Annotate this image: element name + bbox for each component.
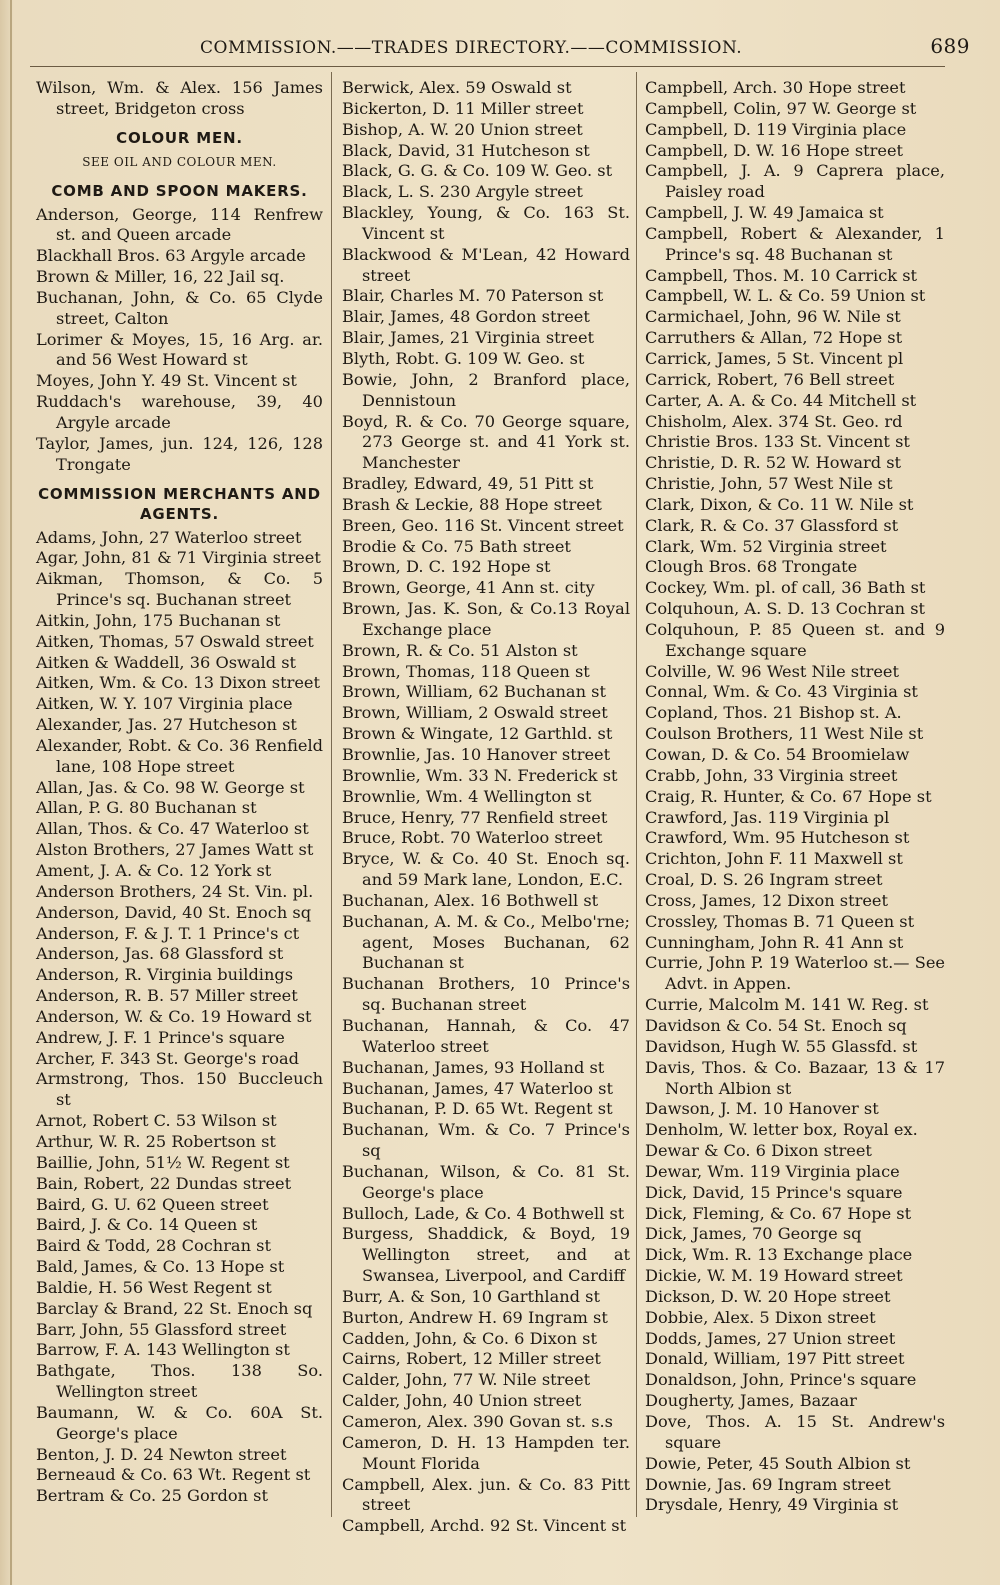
directory-entry: Archer, F. 343 St. George's road [36,1048,300,1068]
directory-entry: Carter, A. A. & Co. 44 Mitchell st [645,390,917,410]
directory-entry: Buchanan, Alex. 16 Bothwell st [342,890,599,910]
directory-entry: Dickson, D. W. 20 Hope street [645,1286,891,1306]
directory-entry: Burgess, Shaddick, & Boyd, 19 Wellington street, and at Swansea, Liverpool, and Cardiff [342,1224,630,1286]
directory-entry: Donald, William, 197 Pitt street [645,1349,905,1369]
column-2 [342,78,630,1537]
directory-entry: Cunningham, John R. 41 Ann st [645,932,904,952]
directory-entry: Baldie, H. 56 West Regent st [36,1277,272,1297]
directory-entry: Anderson, W. & Co. 19 Howard st [36,1006,312,1026]
directory-entry: Cowan, D. & Co. 54 Broomielaw [645,745,910,764]
directory-entry: Brown, Jas. K. Son, & Co.13 Royal Exchange place [342,599,630,639]
directory-entry: Anderson, R. Virginia buildings [36,965,294,985]
directory-entry: Dewar, Wm. 119 Virginia place [645,1161,900,1181]
directory-entry: Dobbie, Alex. 5 Dixon street [645,1307,876,1327]
directory-entry: Black, G. G. & Co. 109 W. Geo. st [342,161,613,181]
directory-entry: Anderson Brothers, 24 St. Vin. pl. [36,881,314,901]
directory-entry: Campbell, J. W. 49 Jamaica st [645,203,884,223]
directory-entry: Bryce, W. & Co. 40 St. Enoch sq. and 59 Mark lane, London, E.C. [342,849,630,890]
directory-entry: Campbell, D. 119 Virginia place [645,119,907,139]
section-heading: COMMISSION MERCHANTS AND AGENTS. [38,484,321,523]
directory-entry: Bickerton, D. 11 Miller street [342,98,584,118]
directory-entry: Black, L. S. 230 Argyle street [342,182,583,202]
directory-entry: Bishop, A. W. 20 Union street [342,119,583,139]
directory-entry: Aitken, Thomas, 57 Oswald street [36,631,314,651]
directory-entry: Buchanan, A. M. & Co., Melbo'rne; agent, Moses Buchanan, 62 Buchanan st [342,911,630,973]
directory-entry: Agar, John, 81 & 71 Virginia street [36,548,321,568]
directory-entry: Crichton, John F. 11 Maxwell st [645,849,903,869]
section-heading: COLOUR MEN. [116,128,243,147]
directory-entry: Black, David, 31 Hutcheson st [342,140,590,160]
directory-entry: Aitken, W. Y. 107 Virginia place [36,694,293,714]
directory-entry: Dougherty, James, Bazaar [645,1391,857,1411]
directory-entry: Buchanan, James, 47 Waterloo st [342,1078,613,1098]
directory-entry: Bruce, Robt. 70 Waterloo street [342,828,603,848]
directory-entry: Brodie & Co. 75 Bath street [342,536,571,556]
directory-entry: Brown & Miller, 16, 22 Jail sq. [36,267,285,287]
directory-entry: Clough Bros. 68 Trongate [645,557,858,577]
directory-entry: Clark, Dixon, & Co. 11 W. Nile st [645,494,914,514]
directory-entry: Denholm, W. letter box, Royal ex. [645,1120,918,1140]
directory-entry: Brownlie, Wm. 33 N. Frederick st [342,765,618,785]
directory-entry: Carrick, James, 5 St. Vincent pl [645,348,904,368]
directory-entry: Anderson, R. B. 57 Miller street [36,986,298,1006]
directory-entry: Aitkin, John, 175 Buchanan st [36,610,281,630]
running-header [190,34,970,58]
directory-entry: Aitken & Waddell, 36 Oswald st [36,652,297,672]
directory-entry: Brash & Leckie, 88 Hope street [342,494,602,514]
directory-entry: Buchanan, James, 93 Holland st [342,1057,605,1077]
directory-entry: Carrick, Robert, 76 Bell street [645,369,895,389]
directory-entry: Campbell, Alex. jun. & Co. 83 Pitt street [342,1474,630,1515]
directory-entry: Alexander, Jas. 27 Hutcheson st [36,715,297,735]
directory-entry: Dowie, Peter, 45 South Albion st [645,1453,911,1473]
directory-entry: Moyes, John Y. 49 St. Vincent st [36,371,297,391]
cross-reference-note: SEE OIL AND COLOUR MEN. [82,154,277,169]
directory-entry: Downie, Jas. 69 Ingram street [645,1474,891,1494]
directory-entry: Drysdale, Henry, 49 Virginia st [645,1495,899,1515]
directory-entry: Dick, David, 15 Prince's square [645,1182,903,1202]
directory-entry: Crabb, John, 33 Virginia street [645,765,898,785]
directory-entry: Dick, Wm. R. 13 Exchange place [645,1245,913,1265]
directory-entry: Carruthers & Allan, 72 Hope st [645,328,903,348]
directory-entry: Alexander, Robt. & Co. 36 Renfield lane, 108 Hope street [36,735,323,776]
directory-entry: Baillie, John, 51½ W. Regent st [36,1152,290,1172]
directory-entry: Alston Brothers, 27 James Watt st [36,840,314,860]
directory-entry: Arnot, Robert C. 53 Wilson st [36,1111,277,1131]
directory-entry: Bulloch, Lade, & Co. 4 Bothwell st [342,1203,625,1223]
directory-entry: Allan, P. G. 80 Buchanan st [36,798,257,818]
directory-entry: Crossley, Thomas B. 71 Queen st [645,911,915,931]
directory-entry: Aikman, Thomson, & Co. 5 Prince's sq. Buchanan street [36,569,323,610]
directory-entry: Christie, John, 57 West Nile st [645,474,893,494]
directory-entry: Breen, Geo. 116 St. Vincent street [342,515,624,535]
directory-entry: Brown, William, 2 Oswald street [342,703,608,723]
directory-entry: Barclay & Brand, 22 St. Enoch sq [36,1298,313,1318]
column-divider [636,72,637,1517]
directory-entry: Calder, John, 77 W. Nile street [342,1370,591,1390]
directory-entry: Benton, J. D. 24 Newton street [36,1444,287,1464]
directory-entry: Buchanan, John, & Co. 65 Clyde street, Calton [36,287,323,328]
directory-entry: Cameron, Alex. 390 Govan st. s.s [342,1412,613,1431]
directory-entry: Dove, Thos. A. 15 St. Andrew's square [645,1412,945,1452]
directory-entry: Barr, John, 55 Glassford street [36,1319,287,1339]
directory-entry: Bain, Robert, 22 Dundas street [36,1173,292,1193]
directory-entry: Brown, Thomas, 118 Queen st [342,661,590,681]
directory-entry: Anderson, F. & J. T. 1 Prince's ct [36,923,300,943]
directory-entry: Lorimer & Moyes, 15, 16 Arg. ar. and 56 West Howard st [36,329,323,370]
directory-entry: Calder, John, 40 Union street [342,1391,582,1411]
column-1 [36,78,323,1507]
directory-entry: Taylor, James, jun. 124, 126, 128 Trongate [36,433,323,474]
directory-entry: Currie, Malcolm M. 141 W. Reg. st [645,995,929,1015]
directory-entry: Buchanan, Wm. & Co. 7 Prince's sq [342,1120,630,1161]
directory-entry: Blackley, Young, & Co. 163 St. Vincent st [342,203,630,243]
directory-entry: Bowie, John, 2 Branford place, Dennistoun [342,369,630,410]
directory-entry: Allan, Jas. & Co. 98 W. George st [36,777,305,797]
directory-entry: Buchanan Brothers, 10 Prince's sq. Buchanan street [342,974,630,1015]
directory-entry: Dodds, James, 27 Union street [645,1328,896,1348]
directory-entry: Dewar & Co. 6 Dixon street [645,1141,872,1161]
directory-entry: Campbell, D. W. 16 Hope street [645,140,904,160]
directory-entry: Cairns, Robert, 12 Miller street [342,1349,601,1369]
directory-entry: Brown, George, 41 Ann st. city [342,578,595,598]
directory-entry: Ament, J. A. & Co. 12 York st [36,861,272,880]
header-title: COMMISSION.——TRADES DIRECTORY.——COMMISSION. [200,38,743,58]
directory-entry: Campbell, J. A. 9 Caprera place, Paisley road [645,161,945,202]
directory-entry: Craig, R. Hunter, & Co. 67 Hope st [645,786,932,806]
directory-entry: Dick, James, 70 George sq [645,1224,862,1244]
directory-entry: Copland, Thos. 21 Bishop st. A. [645,703,902,723]
directory-entry: Blair, James, 48 Gordon street [342,307,590,327]
directory-entry: Brownlie, Wm. 4 Wellington st [342,786,592,806]
directory-entry: Brown, R. & Co. 51 Alston st [342,640,578,660]
directory-entry: Davis, Thos. & Co. Bazaar, 13 & 17 North Albion st [645,1057,945,1098]
directory-entry: Blyth, Robt. G. 109 W. Geo. st [342,348,585,368]
directory-entry: Buchanan, Wilson, & Co. 81 St. George's place [342,1161,630,1202]
directory-entry: Coulson Brothers, 11 West Nile st [645,724,924,744]
directory-entry: Campbell, Thos. M. 10 Carrick st [645,265,918,285]
directory-entry: Barrow, F. A. 143 Wellington st [36,1340,290,1360]
page-number: 689 [930,34,970,58]
directory-entry: Cameron, D. H. 13 Hampden ter. Mount Florida [342,1432,630,1473]
directory-entry: Christie, D. R. 52 W. Howard st [645,453,902,473]
directory-entry: Cross, James, 12 Dixon street [645,890,889,910]
directory-entry: Boyd, R. & Co. 70 George square, 273 George st. and 41 York st. Manchester [342,411,630,473]
directory-entry: Bradley, Edward, 49, 51 Pitt st [342,474,594,494]
directory-entry: Campbell, W. L. & Co. 59 Union st [645,286,926,306]
directory-entry: Anderson, Jas. 68 Glassford st [36,944,284,964]
directory-entry: Blackhall Bros. 63 Argyle arcade [36,246,306,266]
directory-entry: Colville, W. 96 West Nile street [645,661,900,681]
directory-entry: Blackwood & M'Lean, 42 Howard street [342,244,630,285]
directory-entry: Dawson, J. M. 10 Hanover st [645,1099,879,1119]
directory-entry: Crawford, Jas. 119 Virginia pl [645,807,890,827]
directory-entry: Blair, Charles M. 70 Paterson st [342,286,604,306]
section-heading: COMB AND SPOON MAKERS. [51,181,308,200]
directory-entry: Berwick, Alex. 59 Oswald st [342,78,572,97]
directory-entry: Crawford, Wm. 95 Hutcheson st [645,828,910,848]
directory-entry: Anderson, George, 114 Renfrew st. and Queen arcade [36,204,323,245]
directory-entry: Cadden, John, & Co. 6 Dixon st [342,1328,597,1348]
column-divider [331,72,332,1517]
directory-entry: Davidson & Co. 54 St. Enoch sq [645,1015,907,1035]
directory-entry: Baird & Todd, 28 Cochran st [36,1236,271,1256]
directory-entry: Brownlie, Jas. 10 Hanover street [342,745,611,764]
directory-entry: Anderson, David, 40 St. Enoch sq [36,902,312,922]
directory-entry: Colquhoun, A. S. D. 13 Cochran st [645,599,926,619]
directory-entry: Christie Bros. 133 St. Vincent st [645,432,910,452]
directory-entry: Bertram & Co. 25 Gordon st [36,1486,268,1506]
directory-entry: Ruddach's warehouse, 39, 40 Argyle arcade [36,392,323,432]
directory-entry: Bathgate, Thos. 138 So. Wellington street [36,1361,323,1402]
binding-edge [10,0,12,1585]
directory-entry: Campbell, Archd. 92 St. Vincent st [342,1516,627,1536]
directory-entry: Campbell, Arch. 30 Hope street [645,78,906,97]
column-3 [645,78,945,1516]
directory-entry: Baumann, W. & Co. 60A St. George's place [36,1402,323,1443]
directory-entry: Bald, James, & Co. 13 Hope st [36,1257,285,1277]
directory-entry: Clark, Wm. 52 Virginia street [645,536,887,556]
directory-entry: Clark, R. & Co. 37 Glassford st [645,515,899,535]
directory-entry: Buchanan, P. D. 65 Wt. Regent st [342,1099,613,1119]
directory-entry: Brown, D. C. 192 Hope st [342,557,551,577]
directory-entry: Adams, John, 27 Waterloo street [36,527,302,547]
directory-entry: Carmichael, John, 96 W. Nile st [645,307,901,327]
directory-entry: Campbell, Robert & Alexander, 1 Prince's sq. 48 Buchanan st [645,223,945,264]
directory-entry: Chisholm, Alex. 374 St. Geo. rd [645,411,903,431]
directory-entry: Andrew, J. F. 1 Prince's square [36,1027,285,1047]
directory-entry: Dickie, W. M. 19 Howard street [645,1266,903,1286]
directory-entry: Berneaud & Co. 63 Wt. Regent st [36,1465,311,1485]
directory-entry: Campbell, Colin, 97 W. George st [645,98,917,118]
directory-entry: Cockey, Wm. pl. of call, 36 Bath st [645,578,926,598]
directory-entry: Armstrong, Thos. 150 Buccleuch st [36,1069,323,1110]
directory-entry: Burton, Andrew H. 69 Ingram st [342,1307,608,1327]
directory-entry: Brown, William, 62 Buchanan st [342,682,606,702]
directory-entry: Wilson, Wm. & Alex. 156 James street, Bridgeton cross [36,78,323,118]
directory-entry: Blair, James, 21 Virginia street [342,328,595,348]
directory-entry: Croal, D. S. 26 Ingram street [645,870,883,890]
directory-entry: Brown & Wingate, 12 Garthld. st [342,724,613,744]
directory-entry: Baird, J. & Co. 14 Queen st [36,1215,258,1235]
directory-entry: Allan, Thos. & Co. 47 Waterloo st [36,819,309,839]
directory-entry: Davidson, Hugh W. 55 Glassfd. st [645,1036,918,1056]
directory-entry: Aitken, Wm. & Co. 13 Dixon street [36,673,321,693]
header-rule [30,66,945,67]
directory-entry: Bruce, Henry, 77 Renfield street [342,807,608,827]
directory-entry: Arthur, W. R. 25 Robertson st [36,1131,276,1151]
directory-entry: Baird, G. U. 62 Queen street [36,1194,269,1214]
directory-entry: Connal, Wm. & Co. 43 Virginia st [645,682,918,702]
directory-entry: Burr, A. & Son, 10 Garthland st [342,1286,600,1306]
directory-entry: Donaldson, John, Prince's square [645,1370,917,1390]
directory-entry: Dick, Fleming, & Co. 67 Hope st [645,1203,912,1223]
directory-entry: Currie, John P. 19 Waterloo st.— See Advt. in Appen. [645,953,945,994]
directory-entry: Colquhoun, P. 85 Queen st. and 9 Exchange square [645,619,945,660]
directory-entry: Buchanan, Hannah, & Co. 47 Waterloo street [342,1015,630,1056]
